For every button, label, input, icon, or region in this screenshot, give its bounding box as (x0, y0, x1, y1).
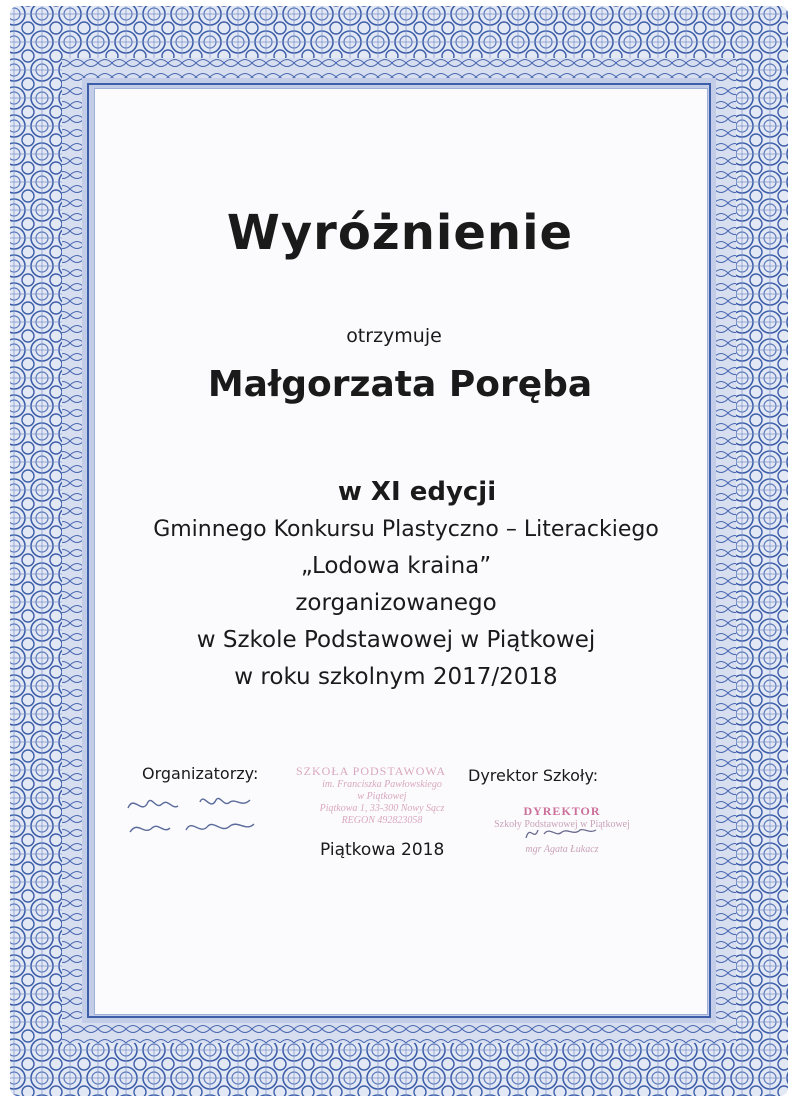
place-and-date: Piątkowa 2018 (320, 840, 445, 860)
director-label: Dyrektor Szkoły: (468, 766, 599, 785)
contest-theme-line: „Lodowa kraina” (300, 553, 492, 579)
edition-line: w XI edycji (337, 477, 497, 507)
school-stamp-line: Piątkowa 1, 33-300 Nowy Sącz (319, 803, 445, 814)
organized-line: zorganizowanego (295, 590, 497, 616)
receives-label: otrzymuje (346, 325, 442, 347)
school-stamp-line: SZKOŁA PODSTAWOWA (296, 764, 447, 778)
signature-section (0, 760, 800, 890)
school-line: w Szkole Podstawowej w Piątkowej (196, 627, 596, 653)
school-stamp-line: w Piątkowej (357, 791, 407, 802)
certificate-title: Wyróżnienie (226, 205, 574, 261)
director-stamp-name: mgr Agata Łukacz (525, 844, 599, 855)
school-year-line: w roku szkolnym 2017/2018 (234, 664, 558, 690)
director-signature (520, 820, 600, 844)
organizers-signature (120, 788, 270, 844)
director-stamp-subtitle: Szkoły Podstawowej w Piątkowej (494, 819, 630, 830)
contest-line: Gminnego Konkursu Plastyczno – Literackiego (153, 517, 659, 542)
director-stamp-title: DYREKTOR (523, 804, 601, 818)
organizers-label: Organizatorzy: (142, 764, 259, 783)
recipient-name: Małgorzata Poręba (207, 364, 593, 405)
award-description (0, 474, 792, 696)
school-stamp-line: REGON 492823058 (341, 815, 423, 826)
school-stamp-line: im. Franciszka Pawłowskiego (322, 779, 442, 790)
school-stamp (296, 764, 468, 827)
